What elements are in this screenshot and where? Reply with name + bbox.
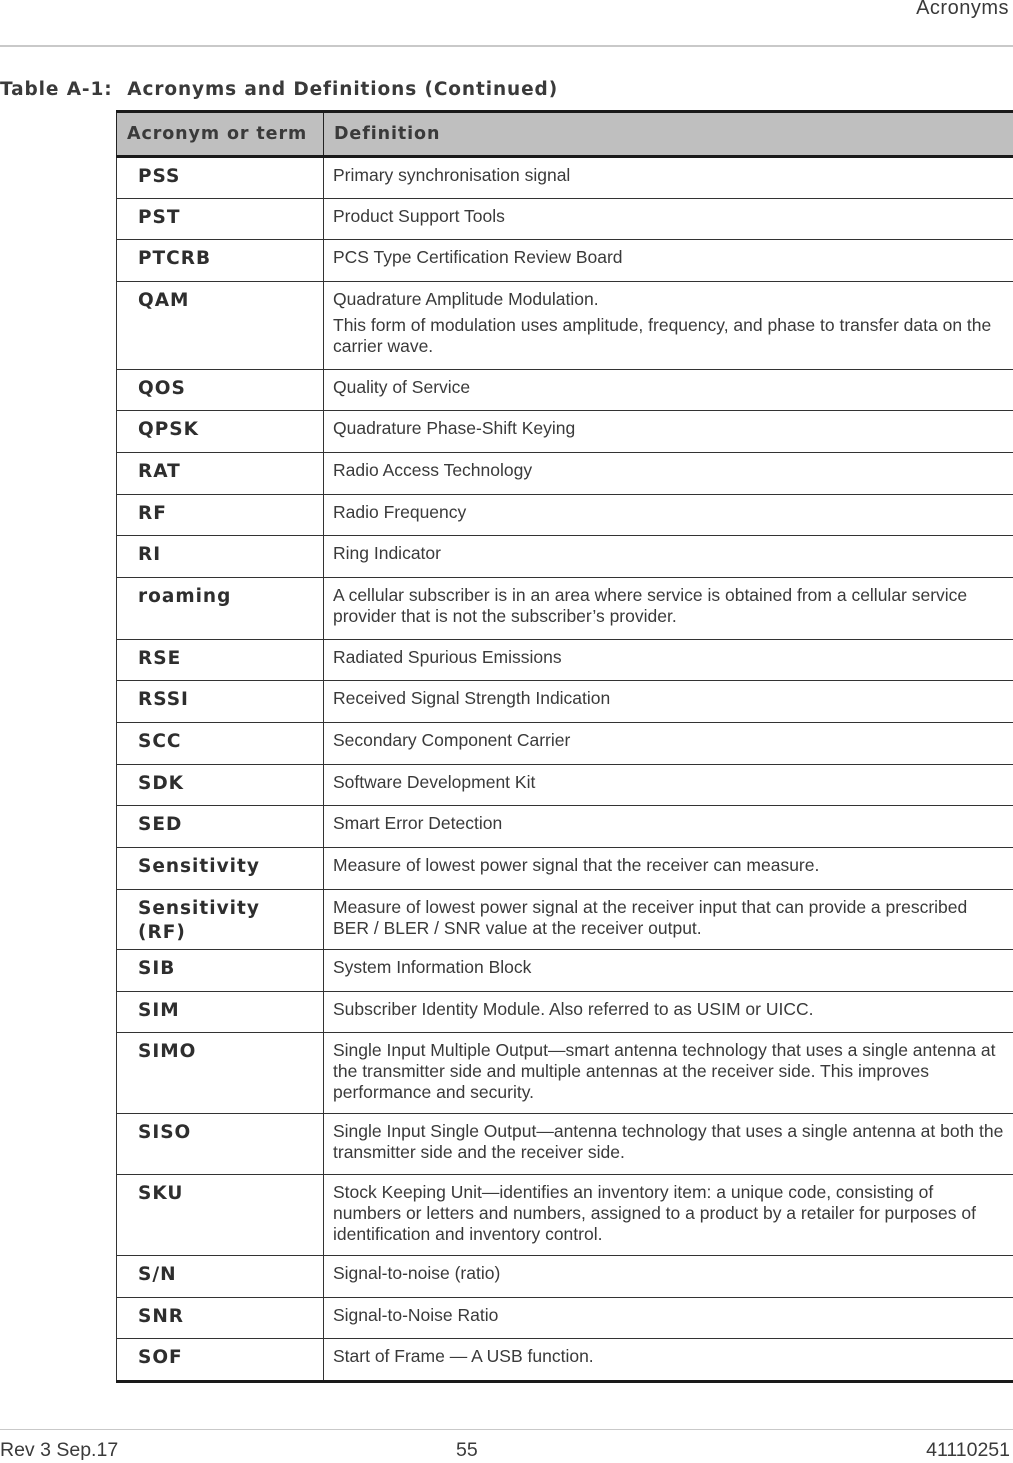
acronym-definition [324,199,1013,240]
acronym-definition [324,723,1013,765]
acronyms-table [116,110,1013,1383]
table-row [117,282,1013,370]
acronym-term: QOS [117,370,324,411]
footer-document-number: 41110251 [926,1439,1010,1461]
footer-divider [0,1429,1013,1430]
acronym-term: Sensitivity (RF) [117,890,324,950]
table-row [117,1033,1013,1114]
acronym-term: SKU [117,1175,324,1256]
acronym-term: PST [117,199,324,240]
acronym-definition [324,240,1013,282]
acronym-term: SIMO [117,1033,324,1114]
table-row [117,495,1013,536]
table-row [117,806,1013,848]
definition-paragraph: Quadrature Amplitude Modulation. [333,289,599,309]
acronym-definition [324,992,1013,1033]
table-row [117,640,1013,681]
definition-paragraph: Primary synchronisation signal [333,165,571,185]
acronym-definition [324,282,1013,370]
acronym-definition [324,411,1013,453]
acronym-definition [324,1339,1013,1382]
column-header-term: Acronym or term [117,112,324,157]
definition-paragraph: Quality of Service [333,377,471,397]
header-divider [0,45,1013,47]
table-row [117,536,1013,578]
definition-paragraph: System Information Block [333,957,532,977]
table-row [117,578,1013,640]
running-header-title: Acronyms [916,0,1009,19]
footer-revision: Rev 3 Sep.17 [0,1439,119,1461]
table-row [117,723,1013,765]
definition-paragraph: Start of Frame — A USB function. [333,1346,594,1366]
definition-paragraph: PCS Type Certification Review Board [333,247,623,267]
table-header-row [117,112,1013,157]
acronym-definition [324,1298,1013,1339]
acronym-term: SED [117,806,324,848]
acronym-term: SIB [117,950,324,992]
column-header-definition: Definition [324,112,1013,157]
table-row [117,240,1013,282]
definition-paragraph: Radiated Spurious Emissions [333,647,562,667]
acronym-term: SISO [117,1114,324,1175]
definition-paragraph: Stock Keeping Unit—identifies an inventory item: a unique code, consisting of numbers or letters and numbers, assigned to a product by a retailer for purposes of identification and inventory control. [333,1182,976,1244]
table-row [117,1256,1013,1298]
acronym-definition [324,950,1013,992]
acronym-term: SCC [117,723,324,765]
definition-paragraph: Signal-to-noise (ratio) [333,1263,501,1283]
table-row [117,890,1013,950]
definition-paragraph: Software Development Kit [333,772,536,792]
acronym-term: roaming [117,578,324,640]
acronym-term: PTCRB [117,240,324,282]
acronym-definition [324,890,1013,950]
table-row [117,950,1013,992]
acronym-definition [324,1033,1013,1114]
acronym-term: QAM [117,282,324,370]
table-row [117,1339,1013,1382]
definition-paragraph: Product Support Tools [333,206,505,226]
acronym-term: S/N [117,1256,324,1298]
acronym-term: RI [117,536,324,578]
acronym-term: SIM [117,992,324,1033]
table-row [117,157,1013,199]
acronym-definition [324,157,1013,199]
table-body [117,157,1013,1382]
acronym-term: RSE [117,640,324,681]
definition-paragraph: Quadrature Phase-Shift Keying [333,418,576,438]
table-row [117,411,1013,453]
acronym-definition [324,1175,1013,1256]
definition-paragraph: Radio Access Technology [333,460,533,480]
table-row [117,453,1013,495]
table-row [117,992,1013,1033]
acronym-definition [324,1114,1013,1175]
definition-paragraph: Ring Indicator [333,543,441,563]
acronym-term: SDK [117,765,324,806]
table-row [117,1298,1013,1339]
acronym-definition [324,640,1013,681]
acronym-term: RF [117,495,324,536]
definition-paragraph: This form of modulation uses amplitude, frequency, and phase to transfer data on the carrier wave. [333,315,992,356]
acronym-definition [324,681,1013,723]
definition-paragraph: Signal-to-Noise Ratio [333,1305,499,1325]
footer-page-number: 55 [456,1439,478,1461]
acronym-term: Sensitivity [117,848,324,890]
table-row [117,848,1013,890]
definition-paragraph: Secondary Component Carrier [333,730,571,750]
acronym-term: SOF [117,1339,324,1382]
definition-paragraph: Radio Frequency [333,502,467,522]
acronym-definition [324,1256,1013,1298]
definition-paragraph: Measure of lowest power signal at the receiver input that can provide a prescribed BER / BLER / SNR value at the receiver output. [333,897,968,938]
table-row [117,1114,1013,1175]
definition-paragraph: Measure of lowest power signal that the receiver can measure. [333,855,820,875]
acronym-term: SNR [117,1298,324,1339]
acronym-definition [324,848,1013,890]
acronym-term: PSS [117,157,324,199]
acronym-definition [324,765,1013,806]
definition-paragraph: Single Input Single Output—antenna technology that uses a single antenna at both the transmitter side and the receiver side. [333,1121,1004,1162]
acronym-term: RAT [117,453,324,495]
acronym-definition [324,370,1013,411]
table-row [117,199,1013,240]
acronym-term: RSSI [117,681,324,723]
table-row [117,1175,1013,1256]
acronym-definition [324,495,1013,536]
acronym-definition [324,536,1013,578]
table-row [117,765,1013,806]
acronym-definition [324,578,1013,640]
definition-paragraph: Single Input Multiple Output—smart antenna technology that uses a single antenna at the transmitter side and multiple antennas at the receiver side. This improves performance and security. [333,1040,996,1102]
definition-paragraph: Subscriber Identity Module. Also referred to as USIM or UICC. [333,999,814,1019]
acronym-definition [324,806,1013,848]
acronym-term: QPSK [117,411,324,453]
definition-paragraph: Smart Error Detection [333,813,503,833]
definition-paragraph: Received Signal Strength Indication [333,688,611,708]
table-row [117,681,1013,723]
table-row [117,370,1013,411]
acronym-definition [324,453,1013,495]
definition-paragraph: A cellular subscriber is in an area where service is obtained from a cellular service provider that is not the subscriber’s provider. [333,585,968,626]
table-caption: Table A-1: Acronyms and Definitions (Continued) [0,79,559,100]
